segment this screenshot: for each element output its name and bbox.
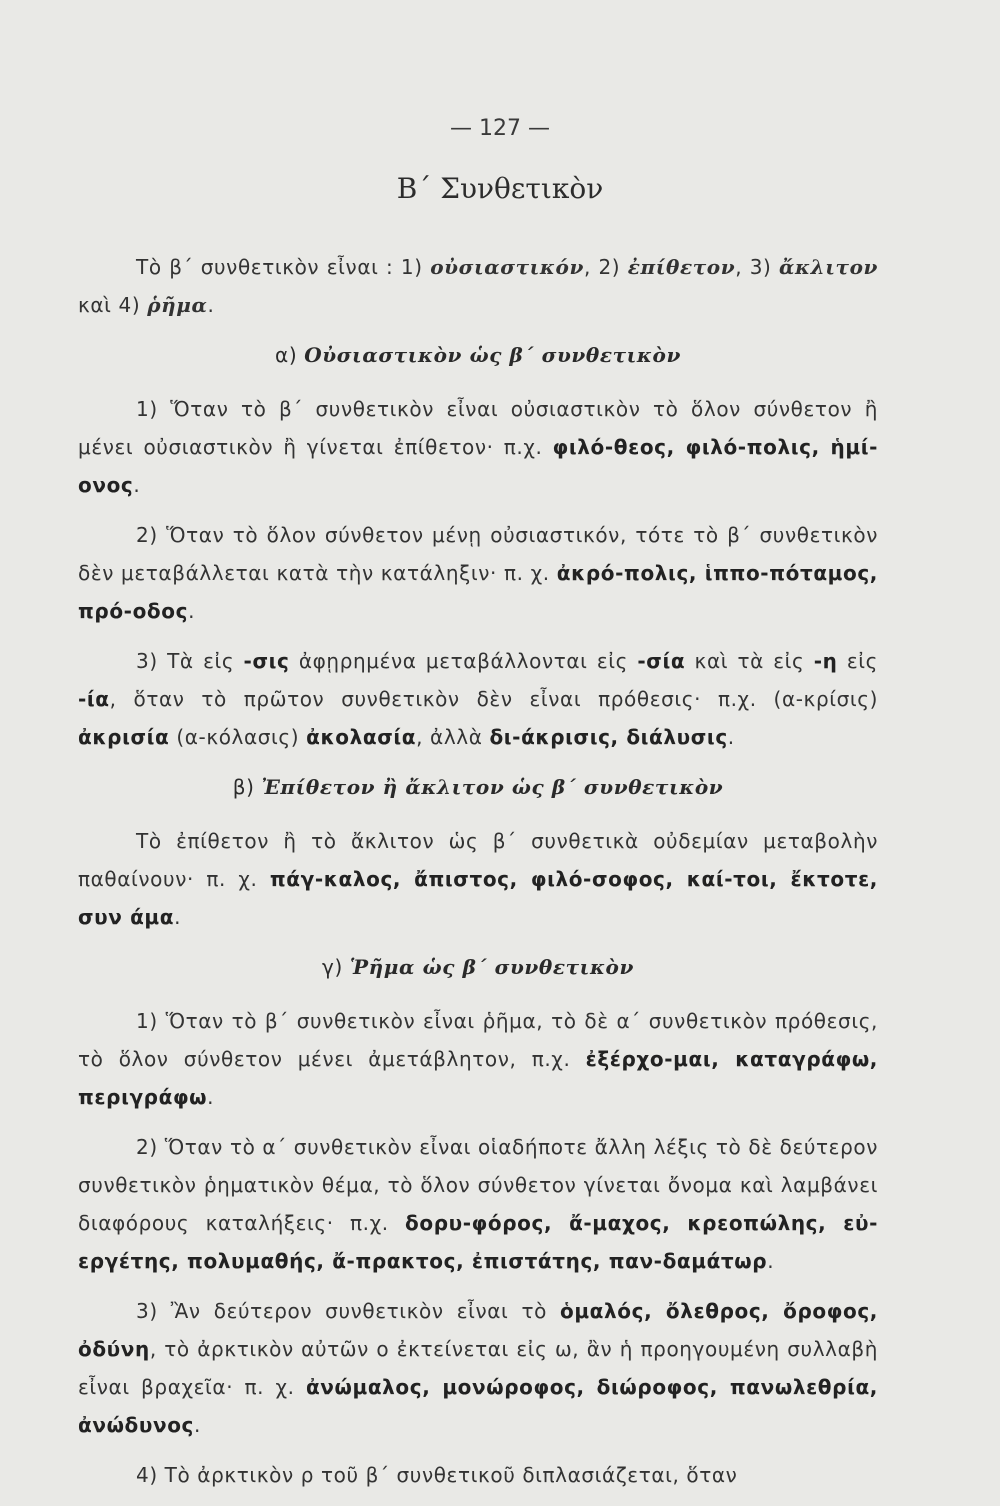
paragraph-text: 2) Ὅταν τὸ α΄ συνθετικὸν εἶναι οἱαδήποτε ἄλλη λέξις τὸ δὲ δεύτερον συνθετικὸν ῥηματικὸν θέμα, τὸ ὅλον σύνθετον γίνεται ὄνομα καὶ λαμβάνει διαφόρους καταλήξεις· π.χ.	[78, 1135, 878, 1235]
paragraph-text: .	[767, 1249, 775, 1273]
paragraph-text: 1) Ὅταν τὸ β΄ συνθετικὸν εἶναι ῥῆμα, τὸ δὲ α΄ συνθετικὸν πρόθεσις, τὸ ὅλον σύνθετον μένει ἀμετάβλητον, π.χ.	[78, 1009, 878, 1071]
section-c-paragraph-1	[78, 1002, 878, 1116]
examples: ἐξέρχο-μαι, καταγράφω, περιγράφω	[78, 1047, 878, 1109]
suffix: -σία	[637, 649, 686, 673]
examples: ὁμαλός, ὄλεθρος, ὄροφος, ὀδύνη	[78, 1299, 878, 1361]
paragraph-text: .	[207, 1085, 215, 1109]
page-number: — 127 —	[450, 116, 550, 141]
paragraph-text: .	[188, 599, 196, 623]
paragraph-text: 4) Τὸ ἀρκτικὸν ρ τοῦ β΄ συνθετικοῦ διπλασιάζεται, ὅταν	[136, 1463, 738, 1487]
intro-text: .	[207, 293, 215, 317]
section-c-paragraph-3	[78, 1292, 878, 1444]
section-c-title: Ῥῆμα ὡς β΄ συνθετικὸν	[349, 955, 634, 979]
paragraph-text: .	[174, 905, 182, 929]
examples: ἀκρισία	[78, 725, 170, 749]
paragraph-text: .	[194, 1413, 201, 1437]
examples: δι-άκρισις, διάλυσις	[489, 725, 728, 749]
term-indeclinable: ἄκλιτον	[779, 255, 878, 279]
section-a-paragraph-2	[78, 516, 878, 630]
term-adjective: ἐπίθετον	[627, 255, 736, 279]
paragraph-text: , ὅταν τὸ πρῶτον συνθετικὸν δὲν εἶναι πρόθεσις· π.χ. (α-κρίσις)	[109, 687, 878, 711]
page-body	[78, 248, 878, 1506]
intro-paragraph	[78, 248, 878, 324]
paragraph-text: (α-κόλασις)	[169, 725, 307, 749]
examples: ἀκολασία	[306, 725, 417, 749]
examples: ἀνώμαλος, μονώροφος, διώροφος, πανωλεθρία, ἀνώδυνος	[78, 1375, 878, 1437]
section-b-paragraph-1	[78, 822, 878, 936]
paragraph-text: .	[133, 473, 141, 497]
intro-text: , 3)	[735, 255, 780, 279]
paragraph-text: εἰς	[837, 649, 878, 673]
section-a-paragraph-1	[78, 390, 878, 504]
examples: πάγ-καλος, ἄπιστος, φιλό-σοφος, καί-τοι, ἔκτοτε, συν άμα	[78, 867, 878, 929]
examples: δορυ-φόρος, ἄ-μαχος, κρεοπώλης, εὐ-εργέτης, πολυμαθής, ἄ-πρακτος, ἐπιστάτης, παν-δαμάτωρ	[78, 1211, 878, 1273]
term-verb: ῥῆμα	[147, 293, 208, 317]
section-a-paragraph-3	[78, 642, 878, 756]
paragraph-text: , τὸ ἀρκτικὸν αὐτῶν ο ἐκτείνεται εἰς ω, ἂν ἡ προηγουμένη συλλαβὴ εἶναι βραχεῖα· π. χ.	[78, 1337, 878, 1399]
paragraph-text: 2) Ὅταν τὸ ὅλον σύνθετον μένῃ οὐσιαστικόν, τότε τὸ β΄ συνθετικὸν δὲν μεταβάλλεται κατὰ τὴν κατάληξιν· π. χ.	[78, 523, 878, 585]
section-a-heading	[78, 336, 878, 374]
section-b-label: β)	[232, 775, 262, 799]
paragraph-text: .	[727, 725, 735, 749]
paragraph-text: 3) Τὰ εἰς	[136, 649, 244, 673]
paragraph-text: Τὸ ἐπίθετον ἢ τὸ ἄκλιτον ὡς β΄ συνθετικὰ οὐδεμίαν μεταβολὴν παθαίνουν· π. χ.	[78, 829, 878, 891]
suffix: -η	[813, 649, 838, 673]
intro-text: , 2)	[583, 255, 628, 279]
paragraph-text: ἀφῃρημένα μεταβάλλονται εἰς	[289, 649, 638, 673]
section-a-title: Οὐσιαστικὸν ὡς β΄ συνθετικὸν	[304, 343, 681, 367]
section-b-heading	[78, 768, 878, 806]
term-noun: οὐσιαστικόν	[430, 255, 584, 279]
section-c-heading	[78, 948, 878, 986]
paragraph-text: , ἀλλὰ	[416, 725, 490, 749]
section-c-label: γ)	[322, 955, 350, 979]
paragraph-text: 3) Ἂν δεύτερον συνθετικὸν εἶναι τὸ	[136, 1299, 561, 1323]
examples: φιλό-θεος, φιλό-πολις, ἡμί-ονος	[78, 435, 878, 497]
suffix: -ία	[78, 687, 110, 711]
examples: ἀκρό-πολις, ἱππο-πόταμος, πρό-οδος	[78, 561, 878, 623]
intro-text: καὶ 4)	[78, 293, 148, 317]
section-c-paragraph-4	[78, 1456, 878, 1494]
section-c-paragraph-2	[78, 1128, 878, 1280]
suffix: -σις	[243, 649, 290, 673]
intro-text: Τὸ β΄ συνθετικὸν εἶναι : 1)	[136, 255, 431, 279]
chapter-title: Β΄ Συνθετικὸν	[396, 172, 604, 205]
section-a-label: α)	[275, 343, 305, 367]
paragraph-text: 1) Ὅταν τὸ β΄ συνθετικὸν εἶναι οὐσιαστικὸν τὸ ὅλον σύνθετον ἢ μένει οὐσιαστικὸν ἢ γίνεται ἐπίθετον· π.χ.	[78, 397, 878, 459]
paragraph-text: καὶ τὰ εἰς	[685, 649, 814, 673]
section-b-title: Ἐπίθετον ἢ ἄκλιτον ὡς β΄ συνθετικὸν	[261, 775, 724, 799]
